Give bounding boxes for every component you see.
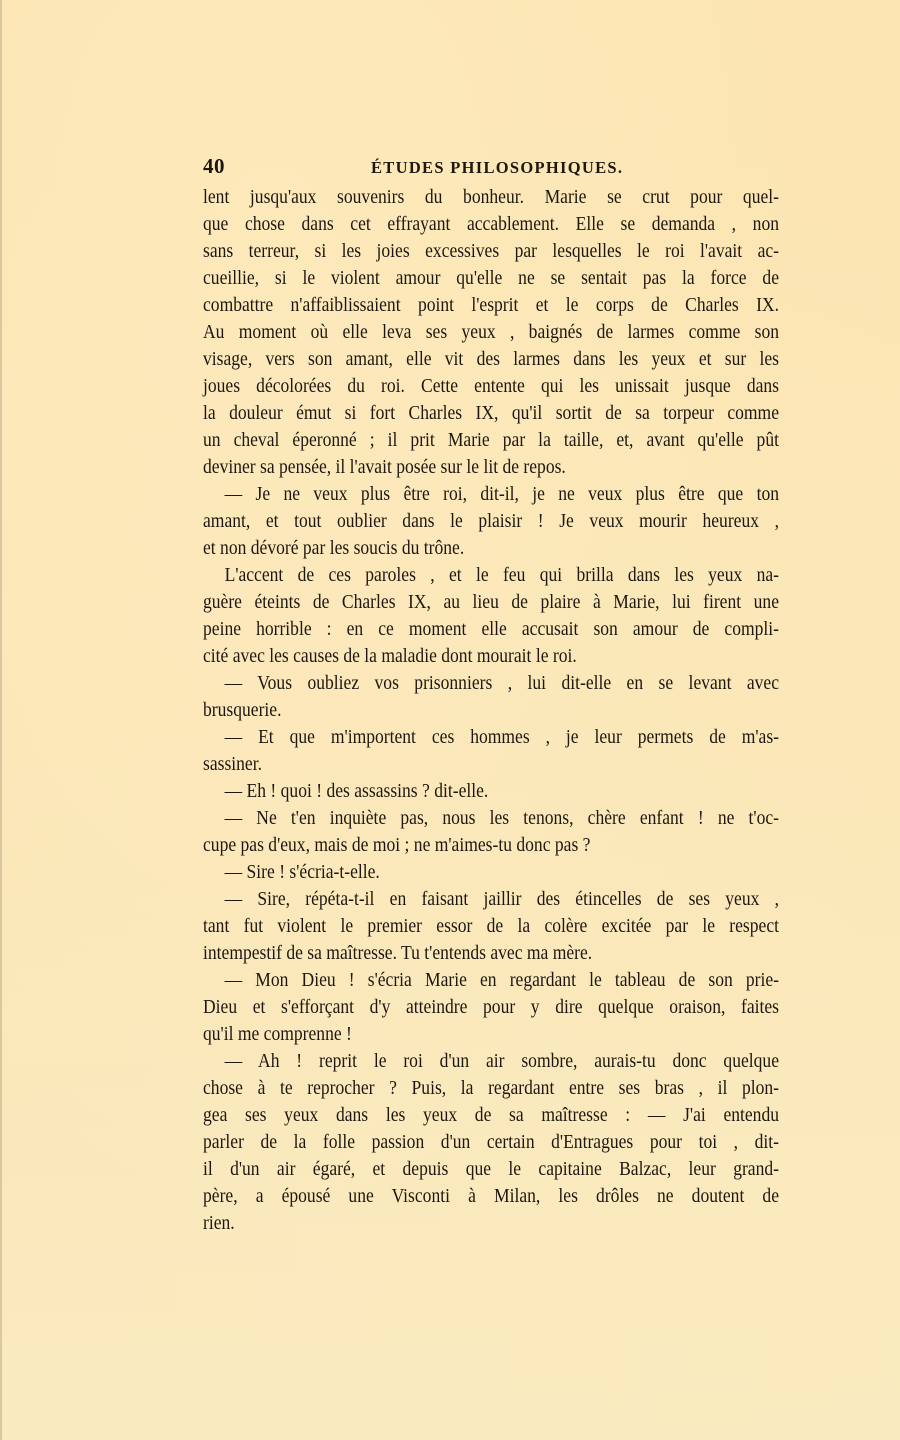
text-line: tant fut violent le premier essor de la colère excitée par le respect (203, 916, 779, 937)
text-line: peine horrible : en ce moment elle accusait son amour de compli- (203, 619, 779, 640)
page-number: 40 (203, 154, 225, 178)
text-line: rien. (203, 1213, 235, 1234)
text-line: — Eh ! quoi ! des assassins ? dit-elle. (224, 781, 489, 802)
text-line: intempestif de sa maîtresse. Tu t'entends avec ma mère. (203, 943, 593, 964)
text-line: cité avec les causes de la maladie dont mourait le roi. (203, 646, 577, 667)
text-line: amant, et tout oublier dans le plaisir ! Je veux mourir heureux , (203, 511, 779, 532)
text-line: Dieu et s'efforçant d'y atteindre pour y dire quelque oraison, faites (203, 997, 779, 1018)
text-line: sans terreur, si les joies excessives par lesquelles le roi l'avait ac- (203, 241, 779, 262)
text-line: Au moment où elle leva ses yeux , baignés de larmes comme son (203, 322, 779, 343)
text-line: cupe pas d'eux, mais de moi ; ne m'aimes-tu donc pas ? (203, 835, 591, 856)
text-line: — Je ne veux plus être roi, dit-il, je ne veux plus être que ton (224, 484, 780, 505)
text-line: que chose dans cet effrayant accablement. Elle se demanda , non (203, 214, 779, 235)
text-line: gea ses yeux dans les yeux de sa maîtresse : — J'ai entendu (203, 1105, 779, 1126)
text-line: cueillie, si le violent amour qu'elle ne se sentait pas la force de (203, 268, 779, 289)
text-line: visage, vers son amant, elle vit des larmes dans les yeux et sur les (203, 349, 779, 370)
body-text (203, 184, 779, 1237)
text-line: un cheval éperonné ; il prit Marie par la taille, et, avant qu'elle pût (203, 430, 779, 451)
text-line: — Vous oubliez vos prisonniers , lui dit-elle en se levant avec (224, 673, 780, 694)
text-line: deviner sa pensée, il l'avait posée sur le lit de repos. (203, 457, 566, 478)
text-line: — Et que m'importent ces hommes , je leur permets de m'as- (224, 727, 780, 748)
text-line: chose à te reprocher ? Puis, la regardant entre ses bras , il plon- (203, 1078, 779, 1099)
running-head (203, 150, 779, 184)
text-line: — Ne t'en inquiète pas, nous les tenons, chère enfant ! ne t'oc- (224, 808, 780, 829)
text-line: lent jusqu'aux souvenirs du bonheur. Marie se crut pour quel- (203, 187, 779, 208)
text-line: père, a épousé une Visconti à Milan, les drôles ne doutent de (203, 1186, 779, 1207)
text-line: guère éteints de Charles IX, au lieu de plaire à Marie, lui firent une (203, 592, 779, 613)
text-line: combattre n'affaiblissaient point l'esprit et le corps de Charles IX. (203, 295, 779, 316)
text-line: et non dévoré par les soucis du trône. (203, 538, 465, 559)
text-line: — Mon Dieu ! s'écria Marie en regardant le tableau de son prie- (224, 970, 780, 991)
text-line: — Ah ! reprit le roi d'un air sombre, aurais-tu donc quelque (224, 1051, 780, 1072)
text-line: — Sire, répéta-t-il en faisant jaillir des étincelles de ses yeux , (224, 889, 780, 910)
text-line: parler de la folle passion d'un certain d'Entragues pour toi , dit- (203, 1132, 779, 1153)
text-line: brusquerie. (203, 700, 282, 721)
running-title: ÉTUDES PHILOSOPHIQUES. (371, 158, 624, 177)
text-line: qu'il me comprenne ! (203, 1024, 352, 1045)
text-line: joues décolorées du roi. Cette entente qui les unissait jusque dans (203, 376, 779, 397)
text-line: il d'un air égaré, et depuis que le capitaine Balzac, leur grand- (203, 1159, 779, 1180)
text-line: sassiner. (203, 754, 262, 775)
text-line: L'accent de ces paroles , et le feu qui brilla dans les yeux na- (224, 565, 780, 586)
text-line: la douleur émut si fort Charles IX, qu'il sortit de sa torpeur comme (203, 403, 779, 424)
text-line: — Sire ! s'écria-t-elle. (224, 862, 380, 883)
text-block (203, 150, 779, 1237)
